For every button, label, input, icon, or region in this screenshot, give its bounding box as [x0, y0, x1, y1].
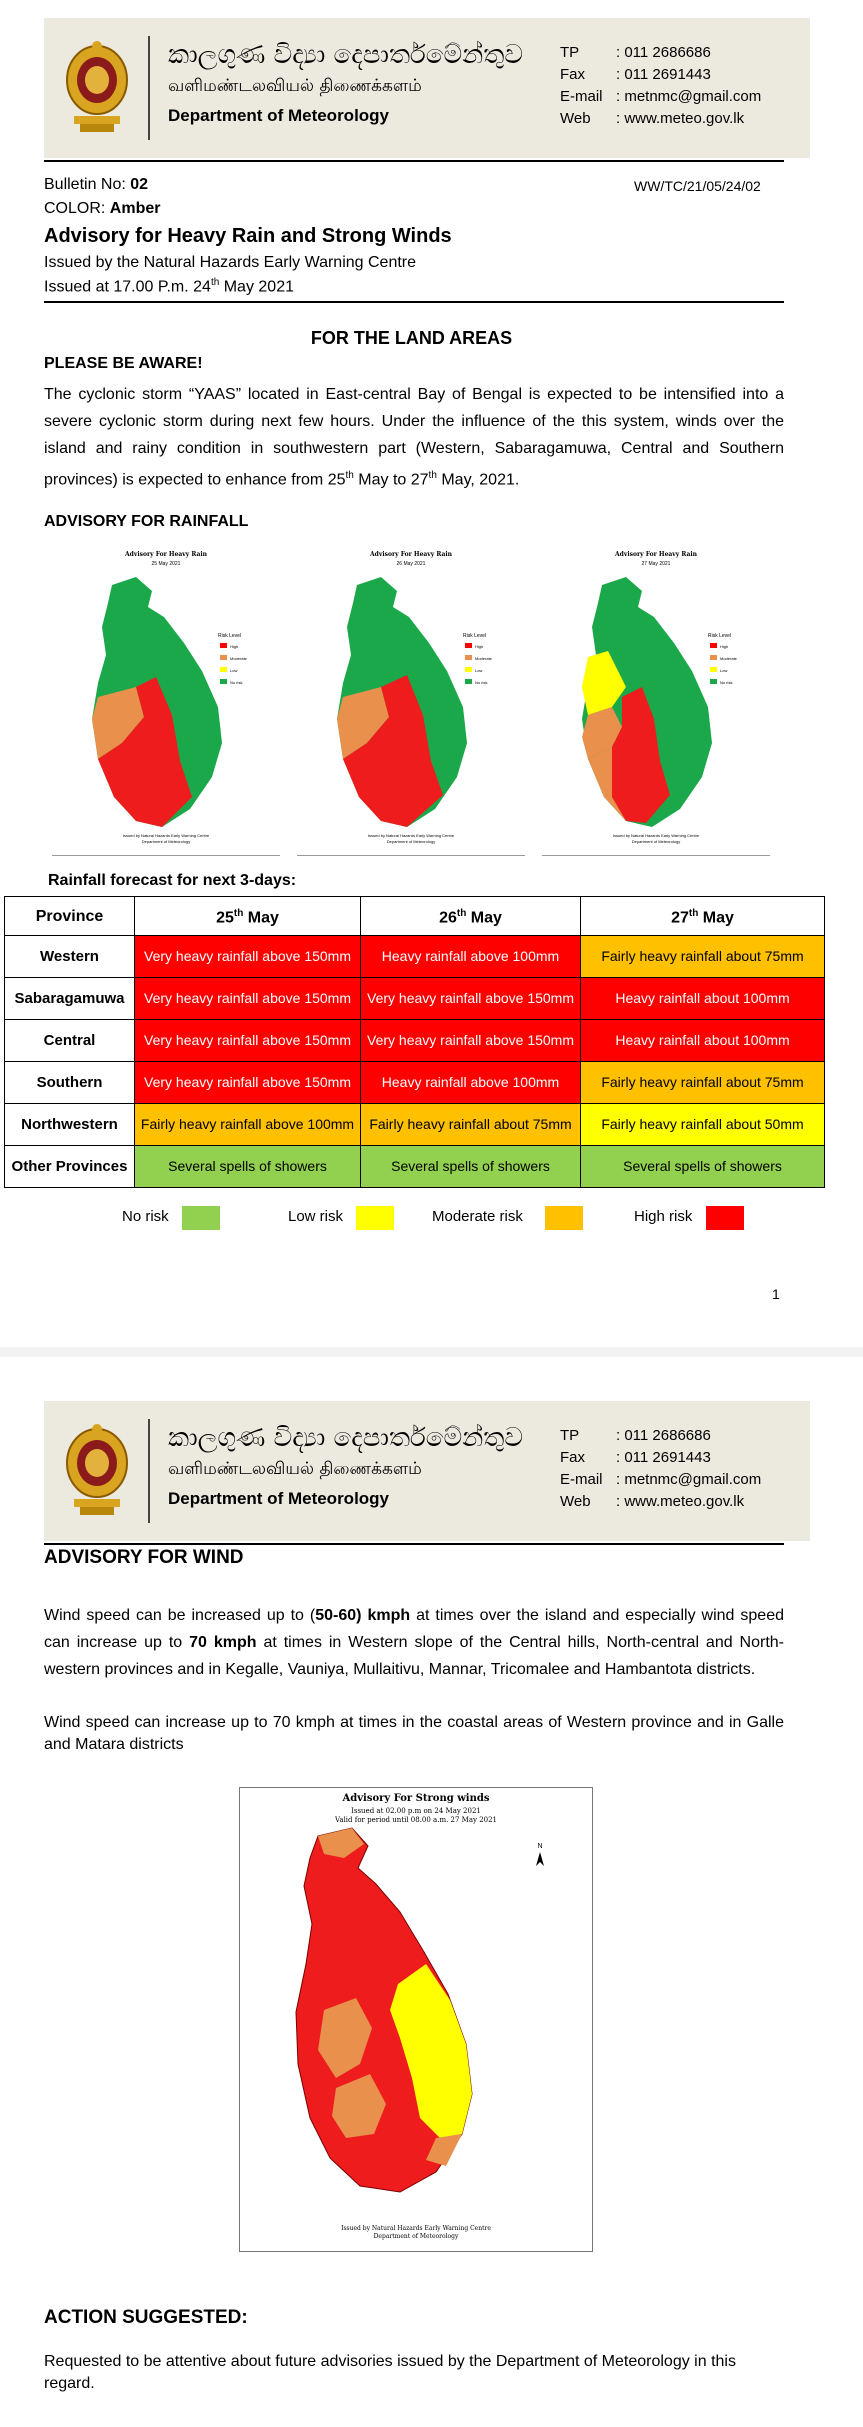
contact-info [560, 42, 761, 130]
contact-web: Web : www.meteo.gov.lk [560, 110, 745, 127]
dept-name-english: Department of Meteorology [168, 1489, 390, 1508]
forecast-cell: Very heavy rainfall above 150mm [361, 1020, 581, 1062]
wind-heading: ADVISORY FOR WIND [44, 1547, 244, 1568]
rainfall-forecast-table [4, 896, 825, 1188]
bulletin-title: Advisory for Heavy Rain and Strong Winds [44, 225, 452, 247]
legend-no-risk-label: No risk [122, 1208, 169, 1225]
rainfall-map-graphic [542, 547, 770, 855]
table-row [5, 1020, 825, 1062]
svg-text:No risk: No risk [230, 680, 243, 685]
svg-text:High: High [230, 644, 239, 649]
forecast-cell: Very heavy rainfall above 150mm [135, 978, 361, 1020]
rainfall-heading: ADVISORY FOR RAINFALL [44, 513, 249, 530]
dept-name-tamil: வளிமண்டலவியல் திணைக்களம் [168, 76, 422, 96]
land-heading: FOR THE LAND AREAS [310, 328, 513, 348]
svg-text:Risk Level: Risk Level [708, 633, 732, 639]
rainfall-map-27-may: Advisory For Heavy Rain 27 May 2021 Risk Level High Moderate Low No risk Issued by Natural Hazards Early Warning Centre Department of Meteorology [542, 547, 770, 856]
legend-high-risk-swatch [706, 1206, 744, 1230]
forecast-cell: Several spells of showers [135, 1146, 361, 1188]
forecast-cell: Very heavy rainfall above 150mm [361, 978, 581, 1020]
issued-by: Issued by the Natural Hazards Early Warning Centre [44, 254, 417, 271]
svg-text:High: High [720, 644, 729, 649]
forecast-cell: Heavy rainfall above 100mm [361, 936, 581, 978]
svg-text:No risk: No risk [720, 680, 733, 685]
bulletin-ref: WW/TC/21/05/24/02 [634, 178, 761, 194]
please-be-aware: PLEASE BE AWARE! [44, 355, 203, 372]
dept-name-sinhala: කාලගුණ විද්‍යා දෙපාර්තමේන්තුව [168, 1423, 524, 1453]
svg-text:Low: Low [230, 668, 238, 673]
legend-no-risk-swatch [182, 1206, 220, 1230]
forecast-cell: Several spells of showers [581, 1146, 825, 1188]
svg-text:Risk Level: Risk Level [218, 633, 242, 639]
table-row [5, 1062, 825, 1104]
contact-fax: Fax : 011 2691443 [560, 66, 711, 83]
strong-winds-map-graphic [240, 1788, 592, 2251]
bulletin-color: COLOR: Amber [44, 200, 161, 217]
table-row [5, 1146, 825, 1188]
svg-text:Department of Meteorology: Department of Meteorology [141, 839, 191, 844]
svg-text:Department of Meteorology: Department of Meteorology [631, 839, 681, 844]
header-rule [44, 1543, 784, 1545]
svg-text:Low: Low [475, 668, 483, 673]
letterhead [44, 1401, 810, 1541]
col-day-3: 27th May [581, 897, 825, 936]
wind-paragraph-1: Wind speed can be increased up to (50-60) kmph at times over the island and especially wind speed can increase up to 70 kmph at times in Western slope of the Central hills, North-central and North-western provinces and in Kegalle, Vauniya, Mullaitivu, Mannar, Tricomalee and Hambantota districts. [44, 1607, 784, 1678]
rainfall-map-graphic [297, 547, 525, 855]
page-number: 1 [772, 1286, 780, 1302]
contact-web: Web : www.meteo.gov.lk [560, 1493, 745, 1510]
svg-text:Department of Meteorology: Department of Meteorology [373, 2233, 459, 2240]
forecast-cell: Very heavy rainfall above 150mm [135, 936, 361, 978]
header-divider [148, 1419, 150, 1523]
province-cell: Sabaragamuwa [5, 978, 135, 1020]
table-row [5, 978, 825, 1020]
sri-lanka-emblem-icon [64, 1421, 130, 1521]
svg-text:Moderate: Moderate [475, 656, 492, 661]
province-cell: Northwestern [5, 1104, 135, 1146]
province-cell: Southern [5, 1062, 135, 1104]
legend-low-risk-label: Low risk [288, 1208, 344, 1225]
svg-text:High: High [475, 644, 484, 649]
forecast-cell: Several spells of showers [361, 1146, 581, 1188]
forecast-title: Rainfall forecast for next 3-days: [48, 872, 297, 889]
legend-high-risk-label: High risk [634, 1208, 693, 1225]
contact-tp: TP : 011 2686686 [560, 44, 711, 61]
issued-at: Issued at 17.00 P.m. 24th May 2021 [44, 277, 294, 296]
contact-info [560, 1425, 761, 1513]
title-rule [44, 301, 784, 303]
dept-name-tamil: வளிமண்டலவியல் திணைக்களம் [168, 1459, 422, 1479]
rainfall-map-26-may: Advisory For Heavy Rain 26 May 2021 Risk Level High Moderate Low No risk Issued by Natural Hazards Early Warning Centre Department of Meteorology [297, 547, 525, 856]
forecast-cell: Fairly heavy rainfall about 50mm [581, 1104, 825, 1146]
table-header-row [5, 897, 825, 936]
contact-email: E-mail : metnmc@gmail.com [560, 1471, 762, 1488]
forecast-cell: Very heavy rainfall above 150mm [135, 1062, 361, 1104]
forecast-cell: Heavy rainfall above 100mm [361, 1062, 581, 1104]
action-heading: ACTION SUGGESTED: [44, 2307, 248, 2328]
col-day-2: 26th May [361, 897, 581, 936]
dept-name-sinhala: කාලගුණ විද්‍යා දෙපාර්තමේන්තුව [168, 40, 524, 70]
svg-text:Department of Meteorology: Department of Meteorology [386, 839, 436, 844]
forecast-cell: Fairly heavy rainfall above 100mm [135, 1104, 361, 1146]
province-cell: Central [5, 1020, 135, 1062]
contact-fax: Fax : 011 2691443 [560, 1449, 711, 1466]
header-divider [148, 36, 150, 140]
svg-text:Low: Low [720, 668, 728, 673]
forecast-cell: Very heavy rainfall above 150mm [135, 1020, 361, 1062]
forecast-cell: Fairly heavy rainfall about 75mm [581, 936, 825, 978]
col-day-1: 25th May [135, 897, 361, 936]
land-paragraph: The cyclonic storm “YAAS” located in East-central Bay of Bengal is expected to be intensified into a severe cyclonic storm during next few hours. Under the influence of the this system, winds over the island and rainy condition in southwestern part (Western, Sabaragamuwa, Central and Southern provinces) is expected to enhance from 25th May to 27th May, 2021. [44, 386, 784, 489]
legend-moderate-risk-label: Moderate risk [432, 1208, 523, 1225]
rainfall-map-25-may: Advisory For Heavy Rain 25 May 2021 Risk Level High Moderate Low No risk Issued by Natural Hazards Early Warning Centre Department of Meteorology [52, 547, 280, 856]
svg-text:N: N [537, 1843, 543, 1850]
sri-lanka-emblem-icon [64, 38, 130, 138]
wind-paragraph-2: Wind speed can increase up to 70 kmph at times in the coastal areas of Western province and in Galle and Matara districts [44, 1714, 784, 1753]
col-province: Province [5, 897, 135, 936]
province-cell: Other Provinces [5, 1146, 135, 1188]
svg-text:Moderate: Moderate [230, 656, 247, 661]
legend-moderate-risk-swatch [545, 1206, 583, 1230]
svg-text:Moderate: Moderate [720, 656, 737, 661]
table-row [5, 936, 825, 978]
svg-text:Issued by Natural Hazards Earl: Issued by Natural Hazards Early Warning Centre [612, 833, 700, 838]
rainfall-map-graphic [52, 547, 280, 855]
svg-text:Issued by Natural Hazards Earl: Issued by Natural Hazards Early Warning Centre [122, 833, 210, 838]
strong-winds-map: Advisory For Strong winds Issued at 02.00 p.m on 24 May 2021 Valid for period until 08.00 a.m. 27 May 2021 N Issued by Natural Hazards Early Warning Centre Department of Meteorology [239, 1787, 593, 2252]
contact-email: E-mail : metnmc@gmail.com [560, 88, 762, 105]
svg-text:Issued by Natural Hazards Earl: Issued by Natural Hazards Early Warning Centre [341, 2225, 491, 2232]
table-row [5, 1104, 825, 1146]
forecast-cell: Heavy rainfall about 100mm [581, 978, 825, 1020]
svg-text:Risk Level: Risk Level [463, 633, 487, 639]
action-text: Requested to be attentive about future advisories issued by the Department of Meteorology in this regard. [44, 2353, 736, 2392]
header-rule [44, 160, 784, 162]
forecast-cell: Fairly heavy rainfall about 75mm [361, 1104, 581, 1146]
forecast-cell: Fairly heavy rainfall about 75mm [581, 1062, 825, 1104]
contact-tp: TP : 011 2686686 [560, 1427, 711, 1444]
dept-name-english: Department of Meteorology [168, 106, 390, 125]
page-2 [0, 1357, 863, 2427]
forecast-cell: Heavy rainfall about 100mm [581, 1020, 825, 1062]
legend-low-risk-swatch [356, 1206, 394, 1230]
province-cell: Western [5, 936, 135, 978]
letterhead [44, 18, 810, 158]
bulletin-no: Bulletin No: 02 [44, 176, 149, 193]
svg-text:No risk: No risk [475, 680, 488, 685]
svg-text:Issued by Natural Hazards Earl: Issued by Natural Hazards Early Warning Centre [367, 833, 455, 838]
